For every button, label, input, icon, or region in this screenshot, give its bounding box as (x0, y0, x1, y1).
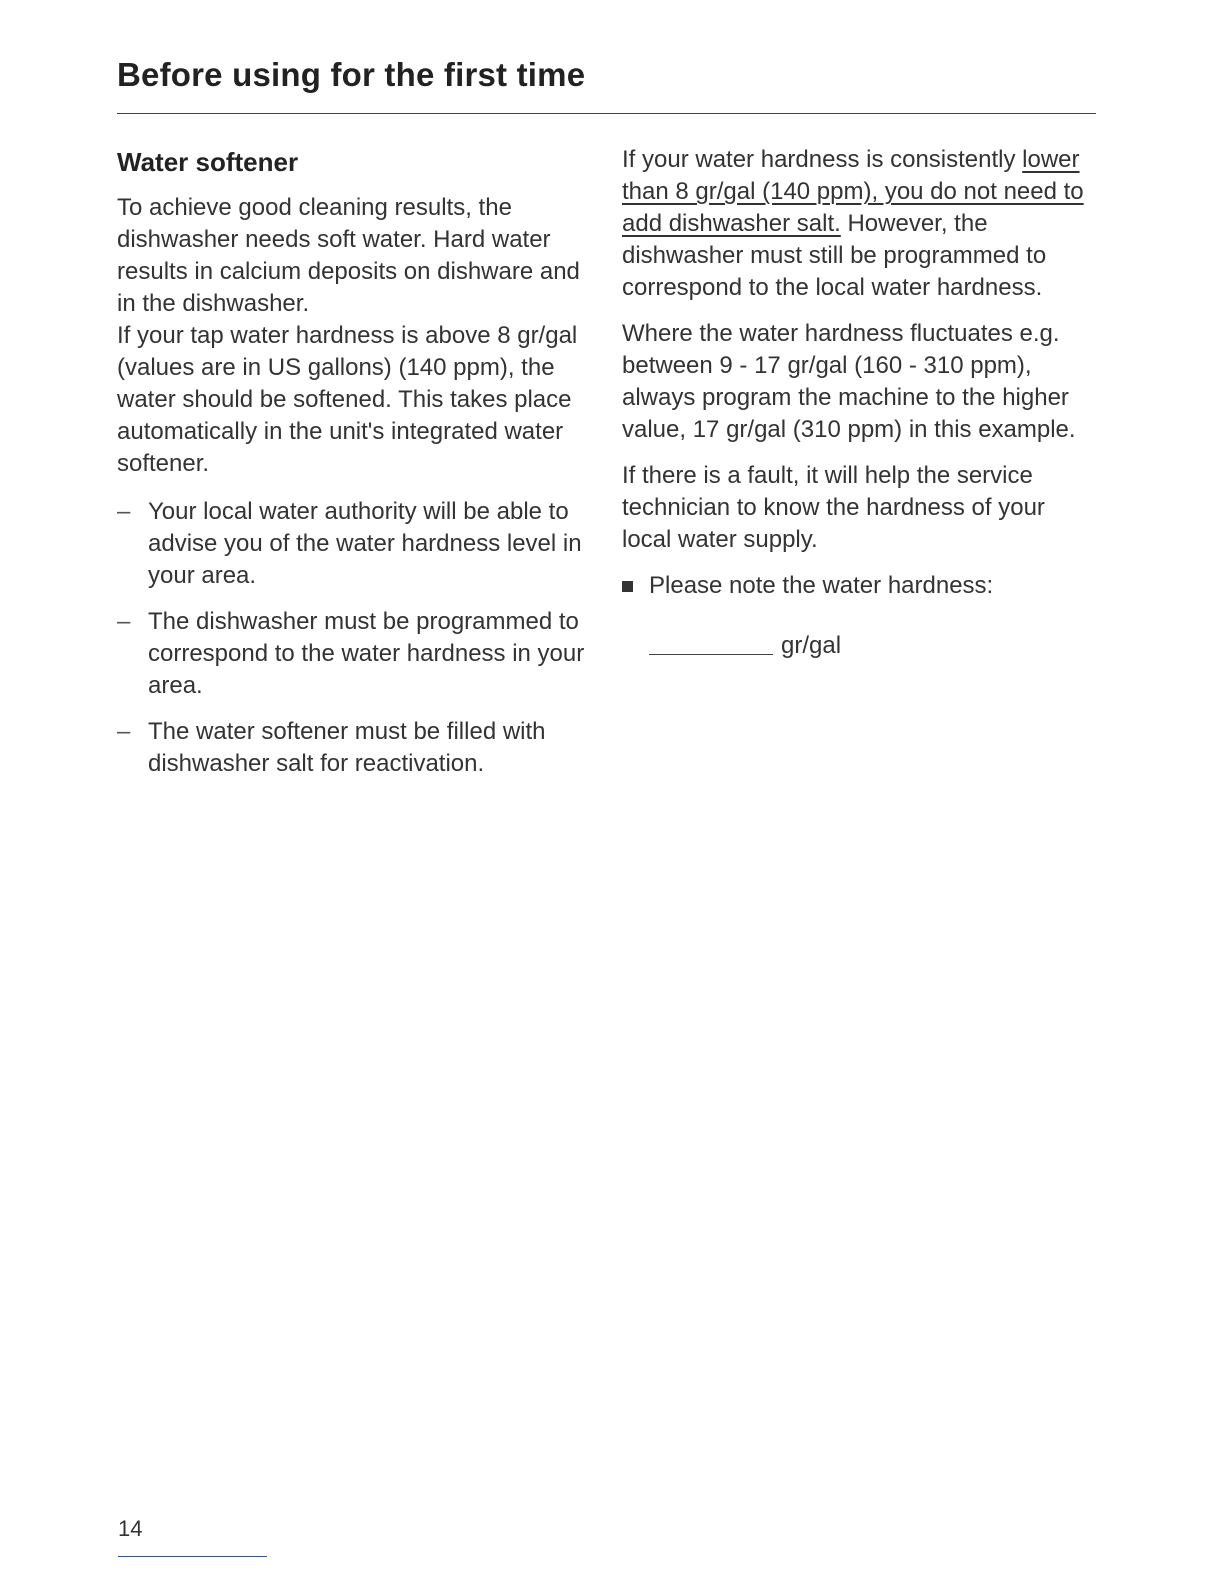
paragraph-text-start: If your water hardness is consistently (622, 146, 1023, 173)
page-title: Before using for the first time (117, 56, 586, 93)
list-item-text: Your local water authority will be able to advise you of the water hardness level in your area. (148, 498, 582, 589)
dash-icon: – (117, 608, 131, 635)
blank-entry-line (649, 654, 773, 655)
underlined-text: lower than 8 gr/gal (140 ppm), you do not need to add dishwasher salt. (622, 146, 1084, 237)
title-divider (117, 113, 1096, 114)
footer-rule (118, 1556, 267, 1557)
note-instruction-text: Please note the water hardness: (649, 572, 994, 599)
water-hardness-entry (622, 630, 1100, 662)
list-item (117, 716, 595, 780)
dash-icon: – (117, 498, 131, 525)
page-number: 14 (118, 1516, 143, 1541)
dash-icon: – (117, 718, 131, 745)
square-bullet-icon (622, 581, 633, 592)
list-item (117, 496, 595, 592)
list-item-text: The water softener must be filled with dishwasher salt for reactivation. (148, 718, 546, 777)
list-item-text: The dishwasher must be programmed to correspond to the water hardness in your area. (148, 608, 585, 699)
unit-label: gr/gal (781, 632, 842, 659)
right-column (622, 144, 1100, 662)
hardness-threshold-paragraph: If your tap water hardness is above 8 gr/gal (values are in US gallons) (140 ppm), the water should be softened. This takes place automatically in the unit's integrated water softener. (117, 322, 578, 477)
section-heading: Water softener (117, 147, 299, 177)
note-instruction (622, 570, 1100, 602)
list-item (117, 606, 595, 702)
paragraph-text-end: However, the dishwasher must still be programmed to correspond to the local water hardness. (622, 210, 1047, 301)
intro-paragraph: To achieve good cleaning results, the dishwasher needs soft water. Hard water results in calcium deposits on dishware and in the dishwasher. (117, 194, 580, 317)
service-paragraph: If there is a fault, it will help the service technician to know the hardness of your local water supply. (622, 462, 1045, 553)
requirements-list (117, 496, 595, 780)
low-hardness-paragraph (622, 144, 1100, 304)
left-column (117, 144, 595, 794)
fluctuation-paragraph: Where the water hardness fluctuates e.g. between 9 - 17 gr/gal (160 - 310 ppm), always program the machine to the higher value, 17 gr/gal (310 ppm) in this example. (622, 320, 1076, 443)
